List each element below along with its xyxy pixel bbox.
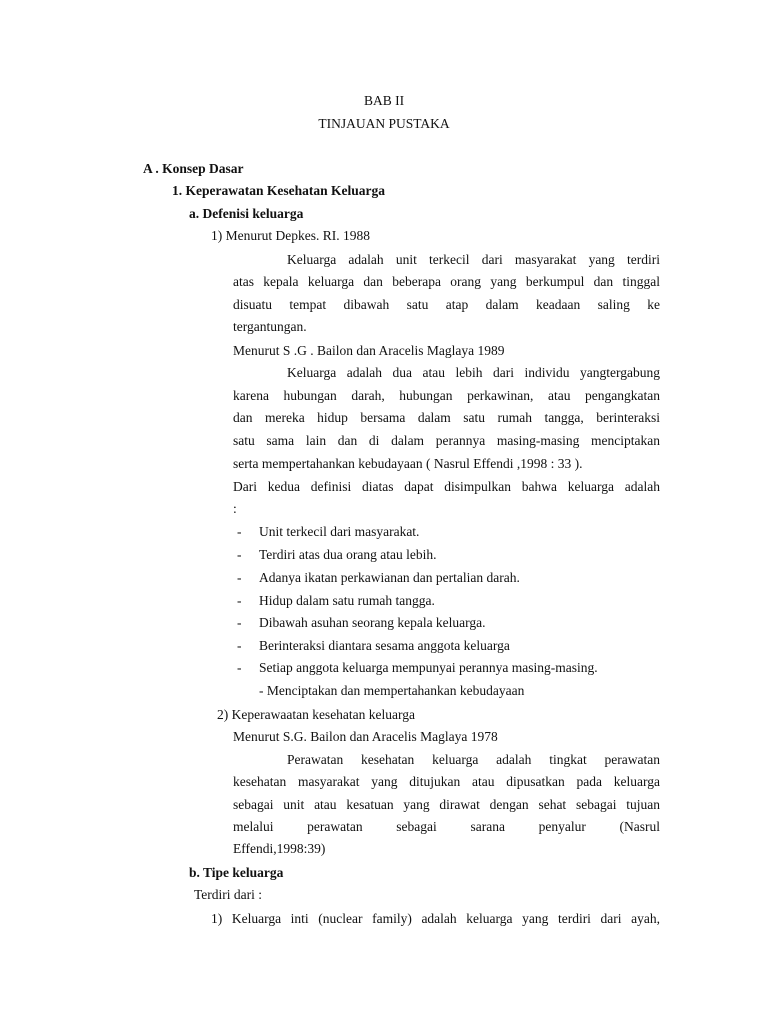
paragraph-2-line-1: Keluarga adalah dua atau lebih dari individu yangtergabung <box>287 365 660 380</box>
paragraph-2-line-4: satu sama lain dan di dalam perannya masing-masing menciptakan <box>233 433 660 448</box>
bullet-item: Adanya ikatan perkawianan dan pertalian darah. <box>259 570 520 585</box>
bullet-dash: - <box>237 615 242 630</box>
bullet-dash: - <box>237 570 242 585</box>
paragraph-2-line-5: serta mempertahankan kebudayaan ( Nasrul Effendi ,1998 : 33 ). <box>233 456 583 471</box>
paragraph-1-line-4: tergantungan. <box>233 319 307 334</box>
reference-3: Menurut S.G. Bailon dan Aracelis Maglaya 1978 <box>233 729 498 744</box>
paragraph-1-line-2: atas kepala keluarga dan beberapa orang yang berkumpul dan tinggal <box>233 274 660 289</box>
paragraph-2-line-3: dan mereka hidup bersama dalam satu rumah tangga, berinteraksi <box>233 410 660 425</box>
bullet-dash: - <box>237 660 242 675</box>
bullet-dash: - <box>237 547 242 562</box>
terdiri-line: Terdiri dari : <box>194 887 263 902</box>
bullet-item: Terdiri atas dua orang atau lebih. <box>259 547 437 562</box>
reference-2: Menurut S .G . Bailon dan Aracelis Maglaya 1989 <box>233 343 505 358</box>
paragraph-3-line-5: Effendi,1998:39) <box>233 841 326 856</box>
conclusion-line: Dari kedua definisi diatas dapat disimpulkan bahwa keluarga adalah <box>233 479 660 494</box>
paragraph-1-line-1: Keluarga adalah unit terkecil dari masyarakat yang terdiri <box>287 252 660 267</box>
paragraph-3-line-3: sebagai unit atau kesatuan yang dirawat dengan sehat sebagai tujuan <box>233 797 660 812</box>
subsection-a-heading: a. Defenisi keluarga <box>189 206 304 221</box>
section-a-heading: A . Konsep Dasar <box>143 161 244 176</box>
item-1-heading: 1) Menurut Depkes. RI. 1988 <box>211 228 370 243</box>
paragraph-1-line-3: disuatu tempat dibawah satu atap dalam keadaan saling ke <box>233 297 660 312</box>
conclusion-colon: : <box>233 501 237 516</box>
bullet-item: Setiap anggota keluarga mempunyai perannya masing-masing. <box>259 660 598 675</box>
chapter-title: TINJAUAN PUSTAKA <box>318 116 450 131</box>
bullet-item: Unit terkecil dari masyarakat. <box>259 524 420 539</box>
bullet-item: Berinteraksi diantara sesama anggota keluarga <box>259 638 510 653</box>
chapter-number: BAB II <box>363 93 405 108</box>
subsection-b-heading: b. Tipe keluarga <box>189 865 284 880</box>
subsection-1-heading: 1. Keperawatan Kesehatan Keluarga <box>172 183 385 198</box>
bullet-item: Hidup dalam satu rumah tangga. <box>259 593 435 608</box>
item-b1-line: 1) Keluarga inti (nuclear family) adalah keluarga yang terdiri dari ayah, <box>211 911 660 926</box>
item-2-heading: 2) Keperawaatan kesehatan keluarga <box>217 707 416 722</box>
bullet-dash: - <box>237 524 242 539</box>
bullet-dash: - <box>237 638 242 653</box>
paragraph-2-line-2: karena hubungan darah, hubungan perkawinan, atau pengangkatan <box>233 388 660 403</box>
bullet-dash: - <box>237 593 242 608</box>
bullet-item-last: - Menciptakan dan mempertahankan kebudayaan <box>259 683 525 698</box>
bullet-item: Dibawah asuhan seorang kepala keluarga. <box>259 615 486 630</box>
paragraph-3-line-4: melalui perawatan sebagai sarana penyalur (Nasrul <box>233 819 660 834</box>
paragraph-3-line-1: Perawatan kesehatan keluarga adalah tingkat perawatan <box>287 752 660 767</box>
paragraph-3-line-2: kesehatan masyarakat yang ditujukan atau dipusatkan pada keluarga <box>233 774 660 789</box>
